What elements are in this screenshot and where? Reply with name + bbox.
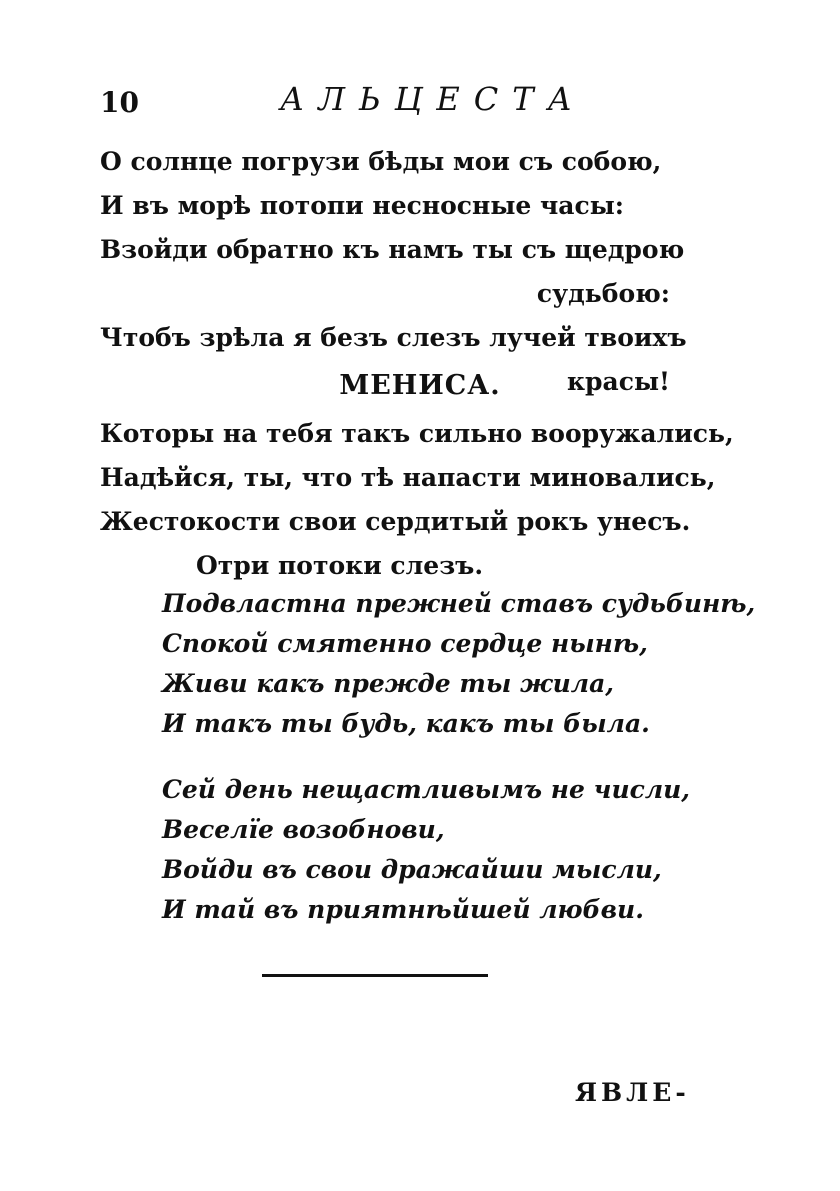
verse-line: Которы на тебя такъ сильно вооружались, xyxy=(100,419,734,448)
running-title: АЛЬЦЕСТА xyxy=(280,80,586,118)
stanza-line: Войди въ свои дражайши мысли, xyxy=(162,855,662,884)
stanza-line: Спокой смятенно сердце нынѣ, xyxy=(162,629,648,658)
stanza-line: И такъ ты будь, какъ ты была. xyxy=(162,709,650,738)
verse-block-menisa xyxy=(100,412,734,588)
verse-line: Взойди обратно къ намъ ты съ щедрою xyxy=(100,235,685,264)
stanza-line: Веселïе возобнови, xyxy=(162,815,445,844)
verse-line: И въ морѣ потопи несносные часы: xyxy=(100,191,625,220)
stanza-line: Сей день нещастливымъ не числи, xyxy=(162,775,691,804)
page-number: 10 xyxy=(100,86,139,119)
verse-line: Надѣйся, ты, что тѣ напасти миновались, xyxy=(100,463,716,492)
verse-line: О солнце погрузи бѣды мои съ собою, xyxy=(100,147,662,176)
stanza-line: Живи какъ прежде ты жила, xyxy=(162,669,615,698)
stanza-line: И тай въ приятнѣйшей любви. xyxy=(162,895,644,924)
catchword: ЯВЛЕ- xyxy=(575,1078,690,1107)
section-divider-rule xyxy=(262,974,488,977)
italic-stanza-1 xyxy=(162,584,756,744)
speaker-name: МЕНИСА. xyxy=(339,370,501,401)
verse-block-alcestis xyxy=(100,140,710,404)
verse-line: Жестокости свои сердитый рокъ унесъ. xyxy=(100,507,691,536)
verse-line-continuation: судьбою: xyxy=(536,279,670,308)
verse-line-continuation: красы! xyxy=(567,367,670,396)
italic-stanza-2 xyxy=(162,770,722,930)
stanza-line: Подвластна прежней ставъ судьбинѣ, xyxy=(162,589,756,618)
page-header xyxy=(100,80,720,124)
verse-line-short: Отри потоки слезъ. xyxy=(196,551,484,580)
verse-line: Чтобъ зрѣла я безъ слезъ лучей твоихъ xyxy=(100,323,687,352)
